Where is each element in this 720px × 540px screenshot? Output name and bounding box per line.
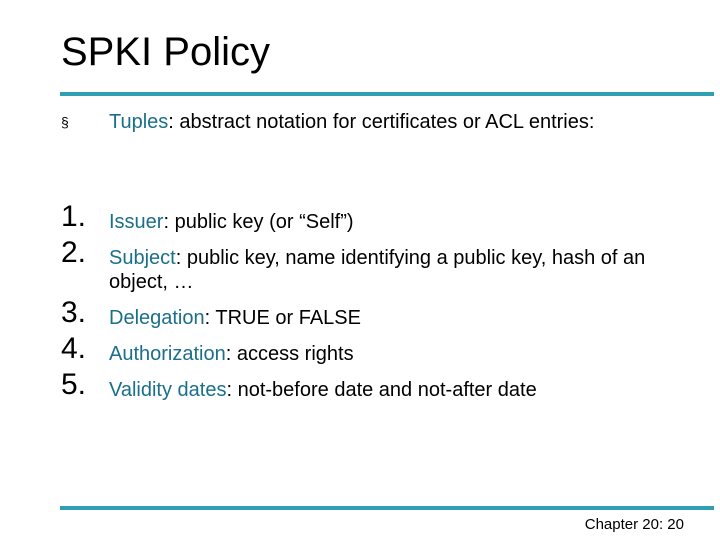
list-item-term: Subject: [109, 247, 176, 269]
list-number: 1.: [61, 200, 87, 233]
list-item-description: : access rights: [225, 343, 354, 365]
list-item-description: : public key, name identifying a public key, hash of an object, …: [109, 247, 646, 293]
list-item-term: Authorization: [109, 343, 226, 365]
list-number: 4.: [61, 332, 87, 365]
list-item-term: Delegation: [109, 307, 205, 329]
bullet-description: : abstract notation for certificates or ACL entries:: [168, 111, 595, 133]
list-item-description: : not-before date and not-after date: [226, 379, 537, 401]
slide-footer: Chapter 20: 20: [584, 516, 684, 533]
list-item-description: : public key (or “Self”): [163, 211, 354, 233]
list-number: 5.: [61, 368, 87, 401]
footer-divider: [60, 506, 714, 510]
list-item-term: Validity dates: [109, 379, 227, 401]
title-divider: [60, 92, 714, 96]
list-item-text: [109, 246, 669, 294]
bullet-term: Tuples: [109, 111, 169, 133]
list-item-text: [109, 306, 669, 330]
list-item-text: [109, 342, 669, 366]
list-item-text: [109, 378, 669, 402]
list-number: 3.: [61, 296, 87, 329]
slide-title: SPKI Policy: [61, 30, 270, 74]
list-number: 2.: [61, 236, 87, 269]
square-bullet-icon: §: [61, 114, 69, 130]
bullet-text: [109, 110, 649, 134]
list-item-text: [109, 210, 669, 234]
list-item-term: Issuer: [109, 211, 164, 233]
list-item-description: : TRUE or FALSE: [204, 307, 361, 329]
